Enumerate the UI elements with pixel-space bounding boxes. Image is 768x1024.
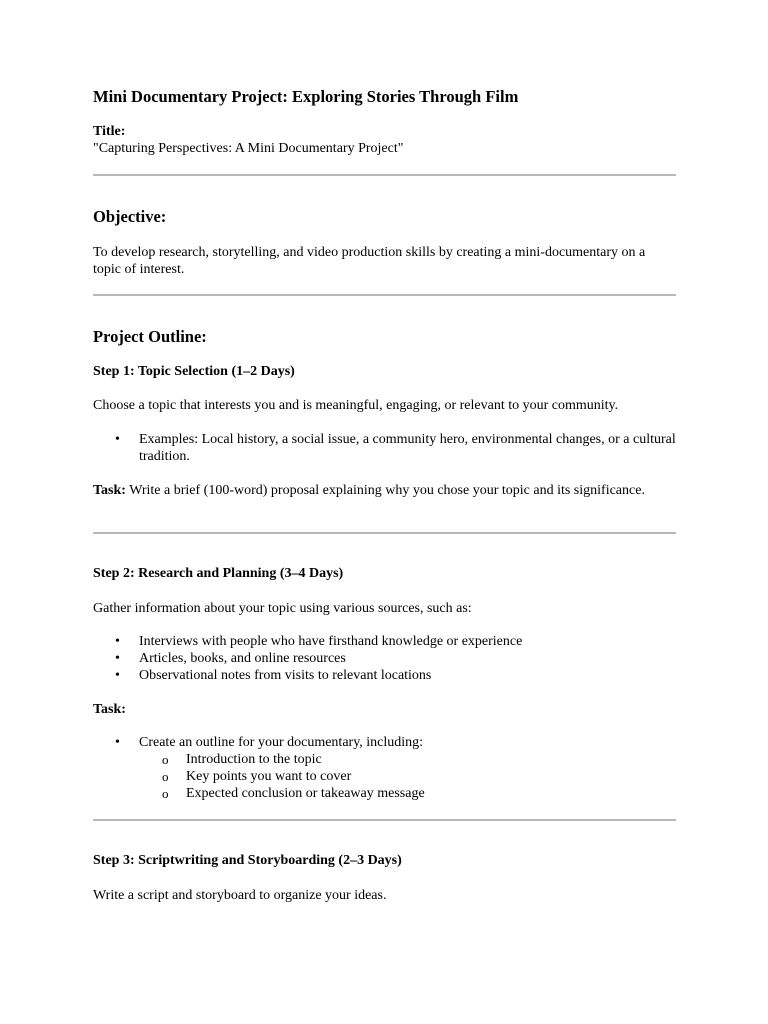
step1-examples-list (93, 431, 676, 465)
step2-task-list (93, 734, 676, 751)
list-item-text: Observational notes from visits to relevant locations (139, 668, 432, 683)
project-title-value: "Capturing Perspectives: A Mini Documentary Project" (93, 141, 404, 156)
list-item (93, 734, 676, 751)
divider (93, 819, 676, 821)
sub-list-item (93, 785, 676, 802)
list-item-text: Articles, books, and online resources (139, 651, 346, 666)
step2-intro: Gather information about your topic using various sources, such as: (93, 601, 472, 616)
step2-task-label: Task: (93, 702, 126, 717)
objective-text: To develop research, storytelling, and video production skills by creating a mini-documentary on a topic of interest. (93, 245, 646, 277)
divider (93, 532, 676, 534)
list-item-text: Examples: Local history, a social issue, a community hero, environmental changes, or a cultural tradition. (139, 432, 676, 464)
sub-list-item-text: Expected conclusion or takeaway message (186, 786, 425, 801)
step3-heading: Step 3: Scriptwriting and Storyboarding (2–3 Days) (93, 853, 402, 868)
document-title: Mini Documentary Project: Exploring Stories Through Film (93, 87, 519, 106)
list-item (93, 650, 676, 667)
step2-sources-list (93, 633, 676, 684)
sub-list-item (93, 768, 676, 785)
step3-intro: Write a script and storyboard to organize your ideas. (93, 888, 387, 903)
bullet-marker: • (115, 668, 120, 683)
step2-heading: Step 2: Research and Planning (3–4 Days) (93, 566, 344, 581)
step1-intro: Choose a topic that interests you and is meaningful, engaging, or relevant to your community. (93, 398, 619, 413)
bullet-marker: • (115, 634, 120, 649)
bullet-marker: • (115, 651, 120, 666)
project-outline-heading: Project Outline: (93, 327, 207, 346)
bullet-marker: • (115, 735, 120, 750)
list-item-text: Interviews with people who have firsthand knowledge or experience (139, 634, 523, 649)
bullet-marker: • (115, 432, 120, 447)
sub-bullet-marker: o (162, 786, 169, 801)
task-label: Task: (93, 483, 126, 498)
sub-bullet-marker: o (162, 769, 169, 784)
divider (93, 174, 676, 176)
sub-bullet-marker: o (162, 752, 169, 767)
step2-outline-sublist (93, 751, 676, 802)
sub-list-item (93, 751, 676, 768)
title-label: Title: (93, 124, 126, 139)
sub-list-item-text: Key points you want to cover (186, 769, 352, 784)
list-item (93, 667, 676, 684)
sub-list-item-text: Introduction to the topic (186, 752, 322, 767)
objective-heading: Objective: (93, 207, 167, 226)
list-item (93, 633, 676, 650)
step1-task (93, 482, 676, 499)
list-item (93, 431, 676, 465)
step1-heading: Step 1: Topic Selection (1–2 Days) (93, 364, 295, 379)
task-text: Write a brief (100-word) proposal explaining why you chose your topic and its significance. (125, 483, 645, 498)
list-item-text: Create an outline for your documentary, including: (139, 735, 424, 750)
divider (93, 294, 676, 296)
